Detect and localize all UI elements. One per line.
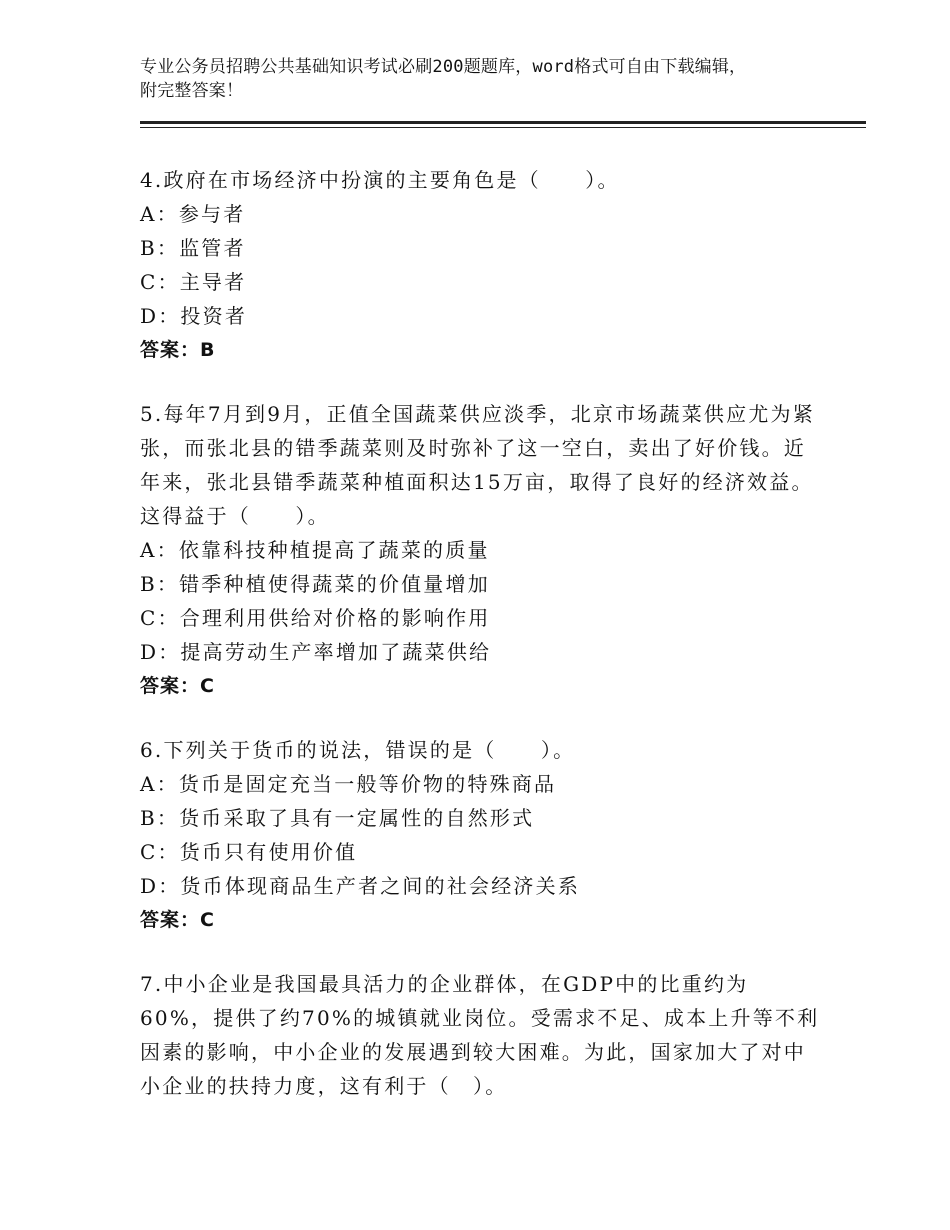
- option-d: D：货币体现商品生产者之间的社会经济关系: [140, 874, 581, 898]
- option-c: C：主导者: [140, 270, 247, 294]
- question-4: [140, 163, 820, 367]
- option-a: A：依靠科技种植提高了蔬菜的质量: [140, 538, 490, 562]
- option-d: D：投资者: [140, 304, 248, 328]
- question-stem: 5.每年7月到9月，正值全国蔬菜供应淡季，北京市场蔬菜供应尤为紧张，而张北县的错季蔬菜则及时弥补了这一空白，卖出了好价钱。近年来，张北县错季蔬菜种植面积达15万亩，取得了良好的经济效益。这得益于（ ）。: [140, 402, 815, 528]
- option-d: D：提高劳动生产率增加了蔬菜供给: [140, 640, 492, 664]
- document-header: [140, 55, 830, 103]
- header-line-2: 附完整答案！: [140, 81, 244, 101]
- question-list: [140, 163, 820, 1133]
- header-divider-thick: [140, 121, 866, 124]
- question-7: [140, 967, 820, 1103]
- option-b: B：错季种植使得蔬菜的价值量增加: [140, 572, 490, 596]
- option-b: B：监管者: [140, 236, 246, 260]
- answer-label: 答案：C: [140, 909, 215, 931]
- question-stem: 4.政府在市场经济中扮演的主要角色是（ ）。: [140, 168, 620, 192]
- header-line-1: 专业公务员招聘公共基础知识考试必刷200题题库，word格式可自由下载编辑，: [140, 57, 747, 77]
- question-5: [140, 397, 820, 703]
- option-b: B：货币采取了具有一定属性的自然形式: [140, 806, 535, 830]
- option-a: A：参与者: [140, 202, 246, 226]
- option-c: C：货币只有使用价值: [140, 840, 358, 864]
- question-stem: 6.下列关于货币的说法，错误的是（ ）。: [140, 738, 576, 762]
- option-a: A：货币是固定充当一般等价物的特殊商品: [140, 772, 557, 796]
- answer-label: 答案：C: [140, 675, 215, 697]
- question-stem: 7.中小企业是我国最具活力的企业群体，在GDP中的比重约为60%，提供了约70%的城镇就业岗位。受需求不足、成本上升等不利因素的影响，中小企业的发展遇到较大困难。为此，国家加大了对中小企业的扶持力度，这有利于（ ）。: [140, 972, 820, 1098]
- header-divider-thin: [140, 127, 866, 128]
- answer-label: 答案：B: [140, 339, 216, 361]
- question-6: [140, 733, 820, 937]
- option-c: C：合理利用供给对价格的影响作用: [140, 606, 491, 630]
